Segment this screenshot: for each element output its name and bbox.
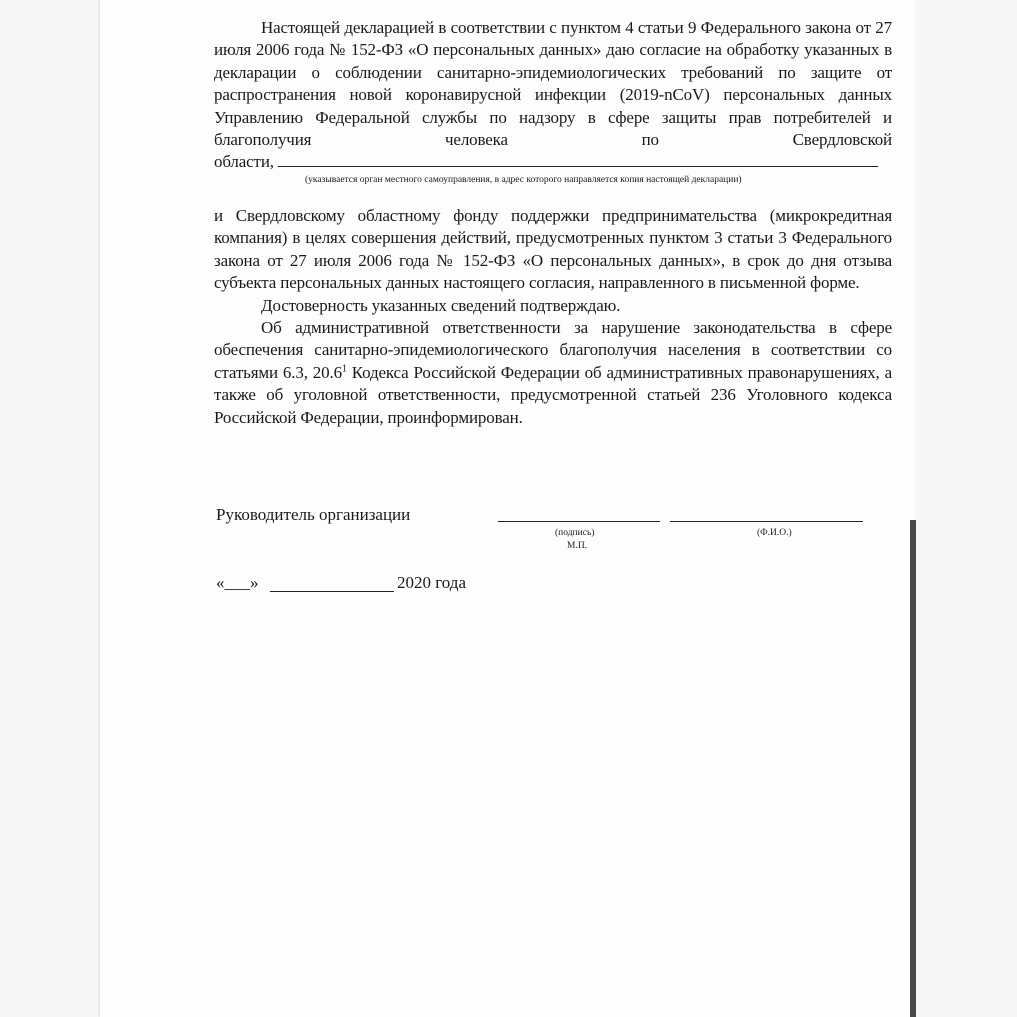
year-label: 2020 года <box>397 573 467 592</box>
day-field[interactable]: «___» <box>216 573 259 592</box>
page-edge-shadow <box>910 520 916 1017</box>
body-paragraphs <box>214 205 892 429</box>
full-name-line[interactable] <box>670 521 863 522</box>
month-line[interactable] <box>270 591 394 592</box>
consent-text: Настоящей декларацией в соответствии с пунктом 4 статьи 9 Федерального закона от 27 июля 2006 года № 152-ФЗ «О персональных данных» даю согласие на обработку указанных в декларации о соблюдении санитарно-эпидемиологических требований по защите от распространения новой коронавирусной инфекции (2019-nCoV) персональных данных Управлению Федеральной службы по надзору в сфере защиты прав потребителей и благополучия человека по Свердловской <box>214 18 892 150</box>
stamp-caption: М.П. <box>567 541 588 551</box>
role-label: Руководитель организации <box>216 505 411 524</box>
authority-caption: (указывается орган местного самоуправления, в адрес которого направляется копия настоящей декларации) <box>305 175 742 185</box>
region-label: области, <box>214 152 274 172</box>
fund-consent-text: и Свердловскому областному фонду поддержки предпринимательства (микрокредитная компания) в целях совершения действий, предусмотренных пунктом 3 статьи 3 Федерального закона от 27 июля 2006 года № 152-ФЗ «О персональных данных», в срок до дня отзыва субъекта персональных данных настоящего согласия, направленного в письменной форме. <box>214 206 892 293</box>
footnote-mark: 1 <box>341 363 347 375</box>
liability-text-start: Об административной ответственности за нарушение законодательства в сфере обеспечения санитарно-эпидемиологического благополучия населения в соответствии со статьями 6.3, 20.6 <box>214 318 892 382</box>
confirmation-text: Достоверность указанных сведений подтверждаю. <box>261 295 621 315</box>
liability-text-end: Кодекса Российской Федерации об административных правонарушениях, а также об уголовной ответственности, предусмотренной статьей 236 Уголовного кодекса Российской Федерации, проинформирован. <box>214 362 892 427</box>
liability-text <box>214 317 892 429</box>
consent-text-tail <box>214 151 892 173</box>
signature-line[interactable] <box>498 521 660 522</box>
signature-caption: (подпись) <box>555 528 595 538</box>
authority-fill-line[interactable] <box>278 152 878 167</box>
consent-paragraph <box>214 17 892 174</box>
full-name-caption: (Ф.И.О.) <box>757 528 792 538</box>
